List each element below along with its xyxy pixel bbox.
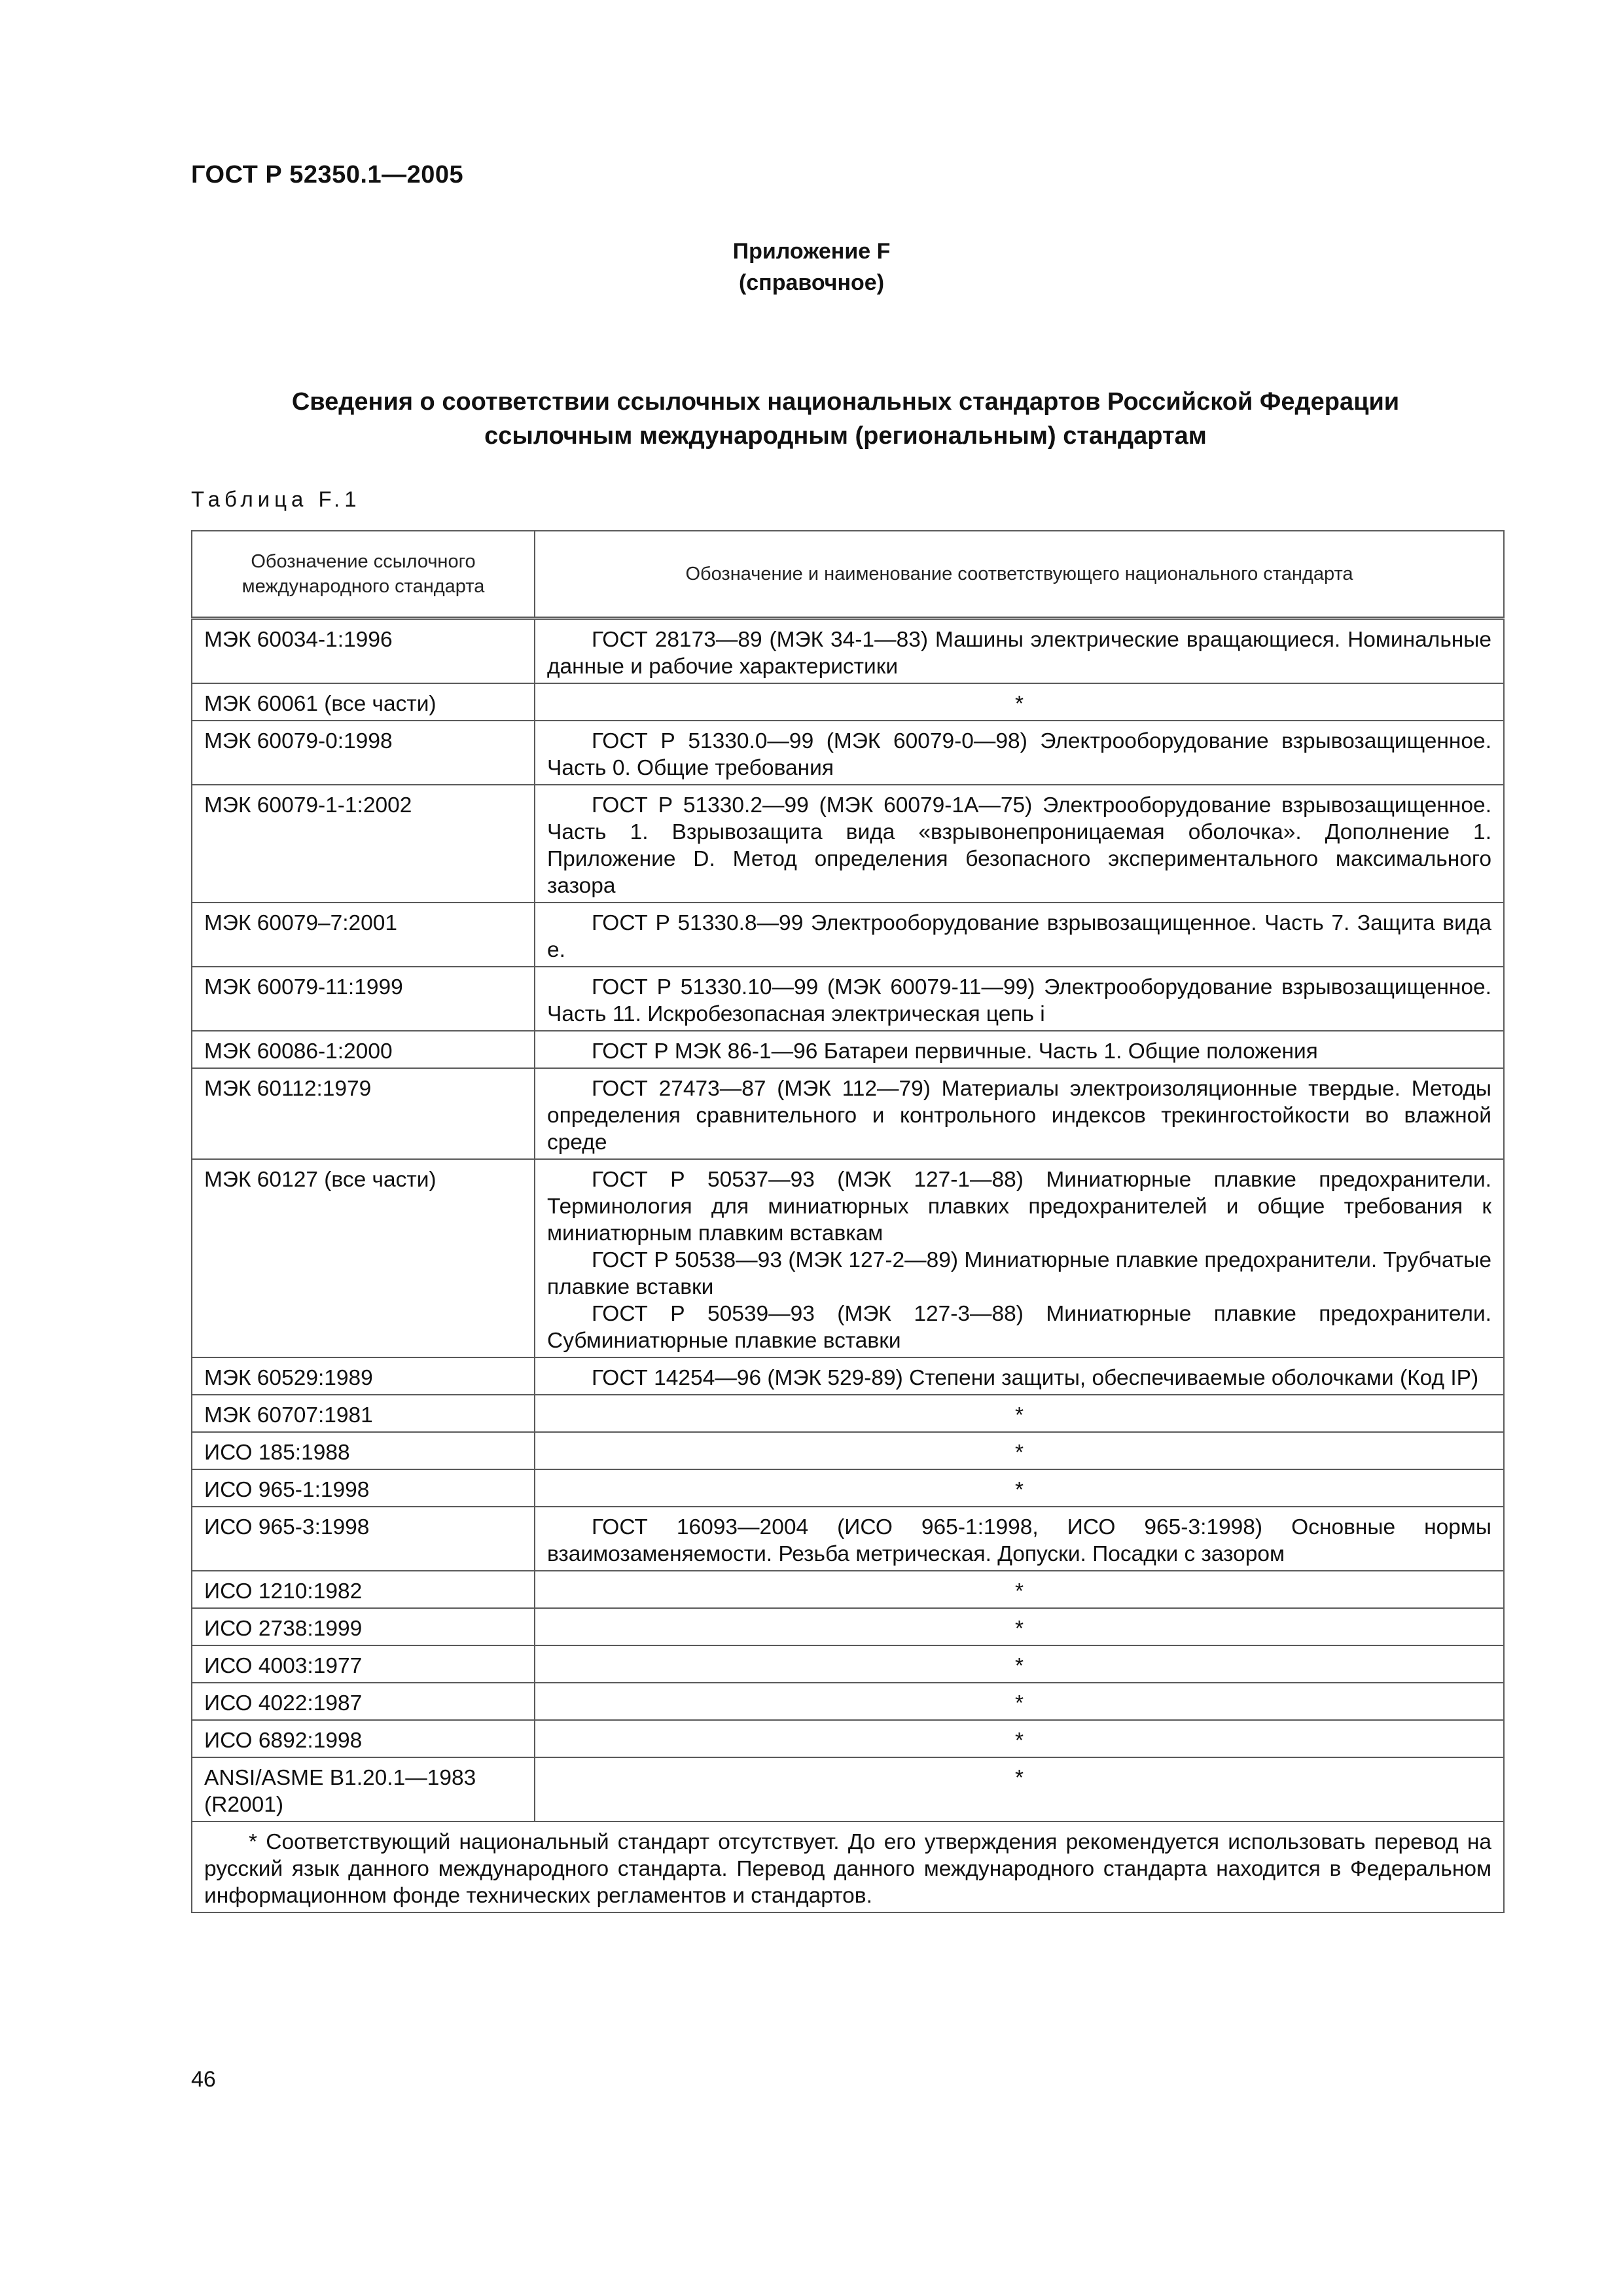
table-row <box>192 1608 1504 1645</box>
international-standard-code: МЭК 60707:1981 <box>192 1395 535 1432</box>
table-row <box>192 1031 1504 1068</box>
table-row <box>192 785 1504 903</box>
no-national-standard-marker: * <box>535 1469 1504 1507</box>
national-standard-description: ГОСТ 16093—2004 (ИСО 965-1:1998, ИСО 965-3:1998) Основные нормы взаимозаменяемости. Резьба метрическая. Допуски. Посадки с зазором <box>535 1507 1504 1571</box>
no-national-standard-marker: * <box>535 1608 1504 1645</box>
no-national-standard-marker: * <box>535 1432 1504 1469</box>
national-standard-description <box>535 1159 1504 1357</box>
national-standard-description: ГОСТ 27473—87 (МЭК 112—79) Материалы электроизоляционные твердые. Методы определения сравнительного и контрольного индексов трекингостойкости во влажной среде <box>535 1068 1504 1159</box>
national-standard-description: ГОСТ Р 51330.10—99 (МЭК 60079-11—99) Электрооборудование взрывозащищенное. Часть 11. Искробезопасная электрическая цепь i <box>535 967 1504 1031</box>
international-standard-code: ИСО 6892:1998 <box>192 1720 535 1757</box>
national-standard-description: ГОСТ 14254—96 (МЭК 529-89) Степени защиты, обеспечиваемые оболочками (Код IP) <box>535 1357 1504 1395</box>
table-row <box>192 1357 1504 1395</box>
international-standard-code: ИСО 185:1988 <box>192 1432 535 1469</box>
table-row <box>192 619 1504 684</box>
table-row <box>192 1395 1504 1432</box>
international-standard-code: МЭК 60079-1-1:2002 <box>192 785 535 903</box>
national-standard-description: ГОСТ Р МЭК 86-1—96 Батареи первичные. Часть 1. Общие положения <box>535 1031 1504 1068</box>
annex-type: (справочное) <box>738 270 885 295</box>
international-standard-code: МЭК 60529:1989 <box>192 1357 535 1395</box>
national-standard-description: ГОСТ Р 51330.0—99 (МЭК 60079-0—98) Электрооборудование взрывозащищенное. Часть 0. Общие требования <box>535 721 1504 785</box>
table-row <box>192 967 1504 1031</box>
international-standard-code: МЭК 60112:1979 <box>192 1068 535 1159</box>
page-number: 46 <box>191 2067 216 2092</box>
international-standard-code: МЭК 60079-0:1998 <box>192 721 535 785</box>
national-standard-description: ГОСТ Р 51330.8—99 Электрооборудование взрывозащищенное. Часть 7. Защита вида е. <box>535 903 1504 967</box>
document-code-header: ГОСТ Р 52350.1—2005 <box>191 161 464 188</box>
table-row <box>192 683 1504 721</box>
footnote-row <box>192 1821 1504 1912</box>
international-standard-code: ИСО 965-3:1998 <box>192 1507 535 1571</box>
international-standard-code: ИСО 2738:1999 <box>192 1608 535 1645</box>
document-title-line-2: ссылочным международным (региональным) стандартам <box>484 422 1207 450</box>
column-header-international: Обозначение ссылочного международного стандарта <box>192 531 535 619</box>
international-standard-code: МЭК 60086-1:2000 <box>192 1031 535 1068</box>
no-national-standard-marker: * <box>535 1683 1504 1720</box>
no-national-standard-marker: * <box>535 1720 1504 1757</box>
international-standard-code: ИСО 4003:1977 <box>192 1645 535 1683</box>
international-standard-code: МЭК 60061 (все части) <box>192 683 535 721</box>
national-standard-entry: ГОСТ Р 50539—93 (МЭК 127-3—88) Миниатюрные плавкие предохранители. Субминиатюрные плавкие вставки <box>547 1302 1491 1353</box>
reference-standards-table <box>191 530 1505 1913</box>
international-standard-code: МЭК 60127 (все части) <box>192 1159 535 1357</box>
no-national-standard-marker: * <box>535 1395 1504 1432</box>
national-standard-entry: ГОСТ Р 50537—93 (МЭК 127-1—88) Миниатюрные плавкие предохранители. Терминология для миниатюрных плавких предохранителей и общие требования к миниатюрным плавким вставкам <box>547 1168 1491 1246</box>
international-standard-code: МЭК 60079-11:1999 <box>192 967 535 1031</box>
table-caption: Таблица F.1 <box>191 487 361 511</box>
annex-label: Приложение F <box>732 239 891 264</box>
national-standard-entry: ГОСТ Р 50538—93 (МЭК 127-2—89) Миниатюрные плавкие предохранители. Трубчатые плавкие вставки <box>547 1248 1491 1299</box>
no-national-standard-marker: * <box>535 1645 1504 1683</box>
international-standard-code: МЭК 60034-1:1996 <box>192 619 535 684</box>
international-standard-code: МЭК 60079–7:2001 <box>192 903 535 967</box>
annex-heading <box>0 236 1623 298</box>
international-standard-code: ИСО 1210:1982 <box>192 1571 535 1608</box>
table-footnote: * Соответствующий национальный стандарт отсутствует. До его утверждения рекомендуется использовать перевод на русский язык данного международного стандарта. Перевод данного международного стандарта находится в Федеральном информационном фонде технических регламентов и стандартов. <box>192 1821 1504 1912</box>
table-row <box>192 1757 1504 1821</box>
table-body <box>192 619 1504 1822</box>
table-header-row <box>192 531 1504 619</box>
table-row <box>192 721 1504 785</box>
table-row <box>192 1469 1504 1507</box>
table-row <box>192 903 1504 967</box>
column-header-national: Обозначение и наименование соответствующего национального стандарта <box>535 531 1504 619</box>
table-row <box>192 1720 1504 1757</box>
document-title <box>191 385 1500 453</box>
table-row <box>192 1432 1504 1469</box>
national-standard-description: ГОСТ Р 51330.2—99 (МЭК 60079-1А—75) Электрооборудование взрывозащищенное. Часть 1. Взрывозащита вида «взрывонепроницаемая оболочка». Дополнение 1. Приложение D. Метод определения безопасного экспериментального максимального зазора <box>535 785 1504 903</box>
table-row <box>192 1645 1504 1683</box>
table-row <box>192 1507 1504 1571</box>
national-standard-description: ГОСТ 28173—89 (МЭК 34-1—83) Машины электрические вращающиеся. Номинальные данные и рабочие характеристики <box>535 619 1504 684</box>
table-row <box>192 1068 1504 1159</box>
international-standard-code: ИСО 965-1:1998 <box>192 1469 535 1507</box>
international-standard-code: ANSI/ASME B1.20.1—1983 (R2001) <box>192 1757 535 1821</box>
table-row <box>192 1571 1504 1608</box>
no-national-standard-marker: * <box>535 1571 1504 1608</box>
international-standard-code: ИСО 4022:1987 <box>192 1683 535 1720</box>
document-title-line-1: Сведения о соответствии ссылочных национальных стандартов Российской Федерации <box>291 388 1400 416</box>
table-row <box>192 1683 1504 1720</box>
no-national-standard-marker: * <box>535 683 1504 721</box>
no-national-standard-marker: * <box>535 1757 1504 1821</box>
table-row <box>192 1159 1504 1357</box>
